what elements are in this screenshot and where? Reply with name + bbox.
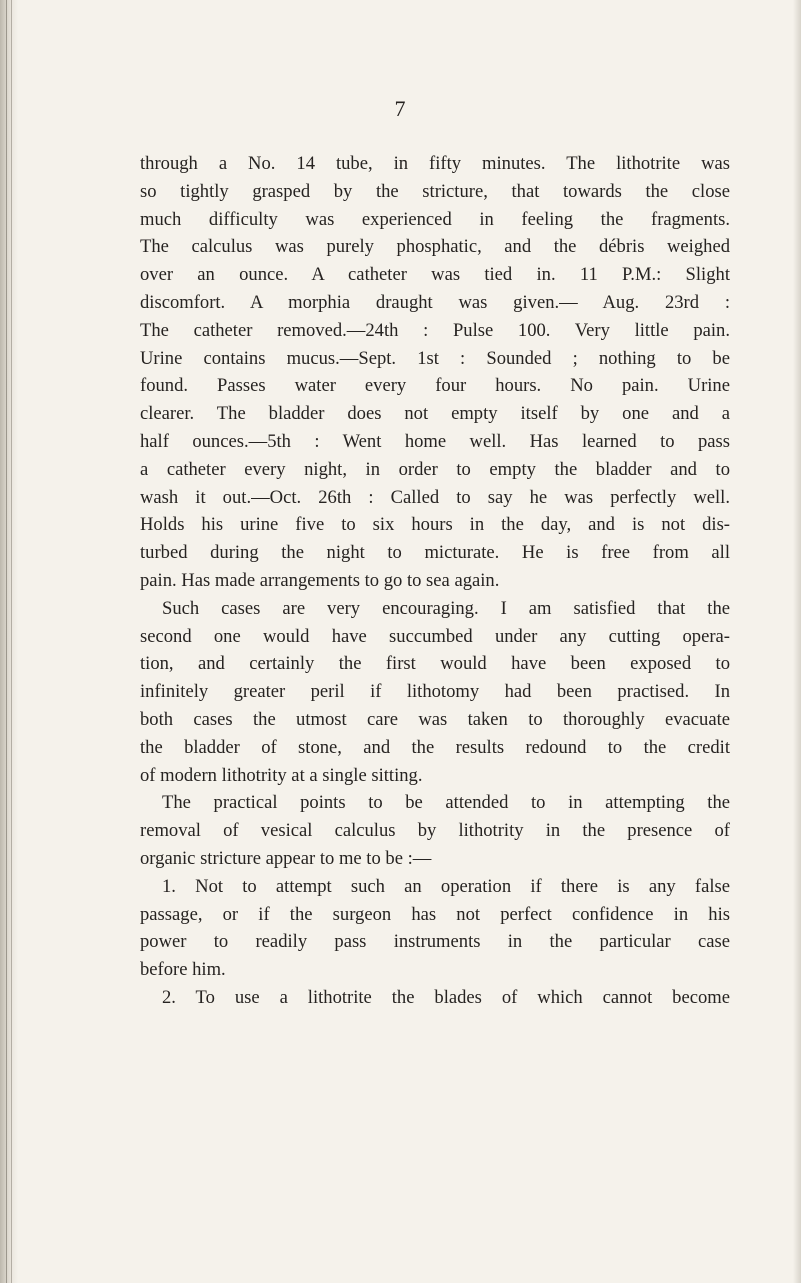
text-line: half ounces.—5th : Went home well. Has learned to pass [140, 430, 730, 452]
text-line: turbed during the night to micturate. He is free from all [140, 542, 730, 564]
text-line: passage, or if the surgeon has not perfect confidence in his [140, 903, 730, 925]
text-line: clearer. The bladder does not empty itself by one and a [140, 403, 730, 425]
text-line: through a No. 14 tube, in fifty minutes. The lithotrite was [140, 153, 730, 174]
text-line: over an ounce. A catheter was tied in. 11 P.M.: Slight [140, 264, 730, 286]
text-line: before him. [140, 959, 226, 981]
text-line: power to readily pass instruments in the particular case [140, 931, 730, 953]
text-line: removal of vesical calculus by lithotrity in the presence of [140, 820, 730, 842]
page-edge-line [6, 0, 7, 1283]
body-text [140, 150, 730, 1012]
page-gutter-shadow [0, 0, 18, 1283]
text-line: tion, and certainly the first would have been exposed to [140, 653, 730, 675]
text-line: discomfort. A morphia draught was given.— Aug. 23rd : [140, 291, 730, 313]
text-line: second one would have succumbed under any cutting opera- [140, 625, 730, 647]
text-line: both cases the utmost care was taken to thoroughly evacuate [140, 708, 730, 730]
text-line: a catheter every night, in order to empty the bladder and to [140, 458, 730, 480]
text-line: much difficulty was experienced in feeling the fragments. [140, 208, 730, 230]
text-line: Holds his urine five to six hours in the day, and is not dis- [140, 514, 730, 536]
text-line: 1. Not to attempt such an operation if there is any false [162, 875, 730, 897]
text-line: Urine contains mucus.—Sept. 1st : Sounded ; nothing to be [140, 347, 730, 369]
text-line: of modern lithotrity at a single sitting. [140, 764, 423, 786]
text-line: 2. To use a lithotrite the blades of which cannot become [162, 986, 730, 1008]
text-line: The catheter removed.—24th : Pulse 100. Very little pain. [140, 319, 730, 341]
page-edge-line-inner [11, 0, 12, 1283]
text-line: so tightly grasped by the stricture, that towards the close [140, 180, 730, 202]
page-right-edge [793, 0, 801, 1283]
text-line: The calculus was purely phosphatic, and the débris weighed [140, 236, 730, 258]
text-line: found. Passes water every four hours. No pain. Urine [140, 375, 730, 397]
text-line: organic stricture appear to me to be :— [140, 847, 432, 869]
page-number: 7 [394, 96, 407, 121]
text-line: infinitely greater peril if lithotomy had been practised. In [140, 681, 730, 703]
text-line: the bladder of stone, and the results redound to the credit [140, 736, 730, 758]
text-line: The practical points to be attended to in attempting the [162, 792, 730, 814]
text-line: pain. Has made arrangements to go to sea again. [140, 569, 500, 591]
text-line: wash it out.—Oct. 26th : Called to say he was perfectly well. [140, 486, 730, 508]
text-line: Such cases are very encouraging. I am satisfied that the [162, 597, 730, 619]
